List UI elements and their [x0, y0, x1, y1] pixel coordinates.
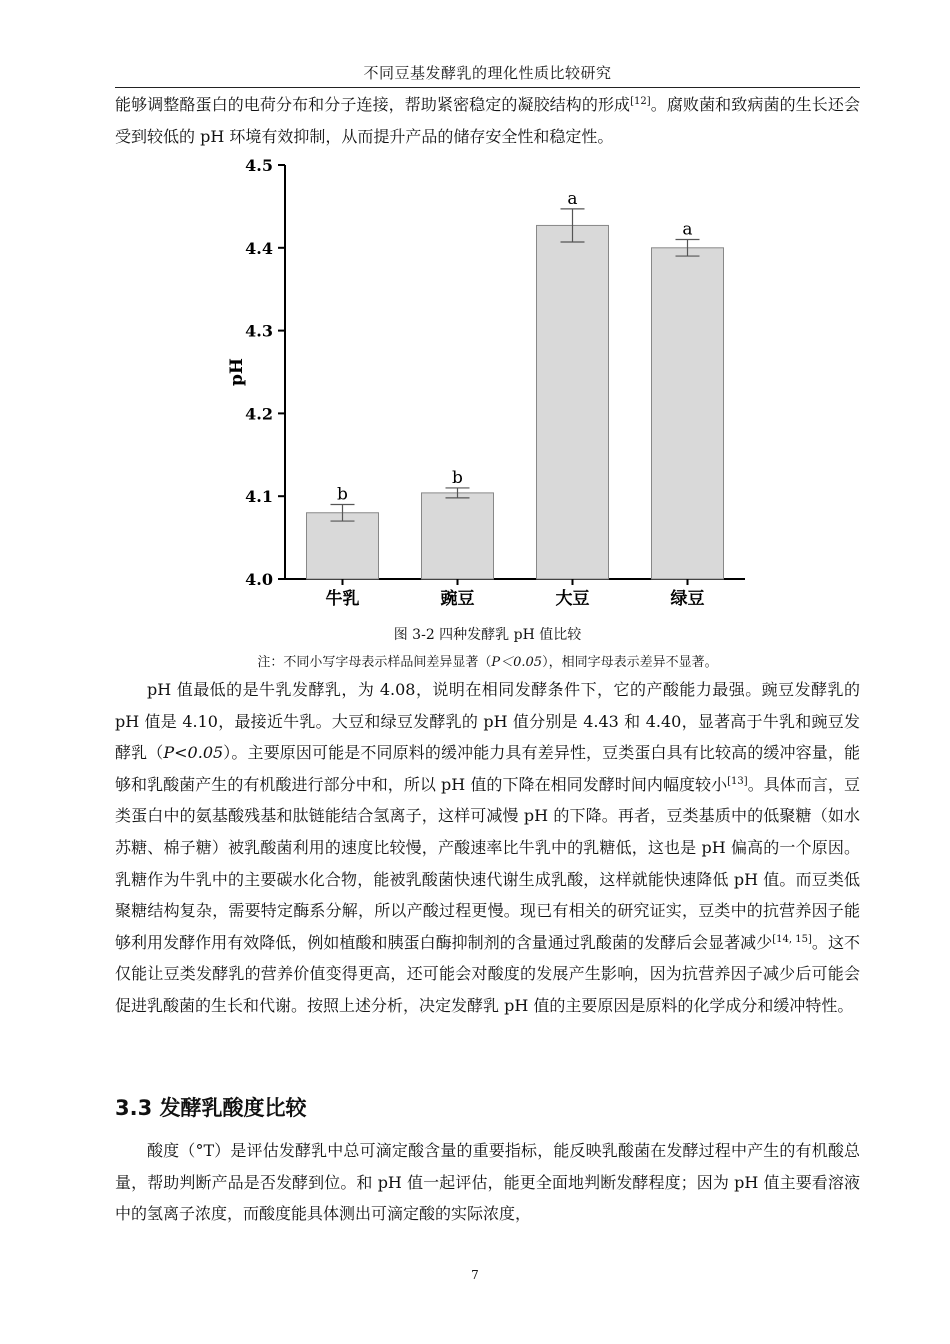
bar: [422, 493, 494, 579]
x-tick-label: 大豆: [555, 589, 590, 609]
significance-letter: a: [567, 188, 578, 209]
bar: [537, 225, 609, 579]
running-header: 不同豆基发酵乳的理化性质比较研究: [363, 64, 612, 82]
citation-12: [12]: [630, 96, 651, 107]
p1-text-b: ）。主要原因可能是不同原料的缓冲能力具有差异性，豆类蛋白具有比较高的缓冲容量，能够和乳酸菌产生的有机酸进行部分中和，所以 pH 值的下降在相同发酵时间内幅度较小: [115, 743, 860, 794]
x-tick-label: 豌豆: [440, 589, 475, 609]
citation-14-15: [14, 15]: [772, 933, 812, 945]
intro-text-1: 能够调整酪蛋白的电荷分布和分子连接，帮助紧密稳定的凝胶结构的形成: [115, 95, 631, 114]
y-tick-label: 4.1: [245, 487, 273, 507]
figure-note: [115, 651, 860, 670]
y-tick-label: 4.4: [245, 238, 273, 258]
figure-note-a: 注：不同小写字母表示样品间差异显著（: [257, 655, 492, 670]
p1-text-c: 。具体而言，豆类蛋白中的氨基酸残基和肽链能结合氢离子，这样可减慢 pH 的下降。再者，豆类基质中的低聚糖（如水苏糖、棉子糖）被乳酸菌利用的速度比较慢，产酸速率比牛乳中的乳糖低，这也是 pH 偏高的一个原因。乳糖作为牛乳中的主要碳水化合物，能被乳酸菌快速代谢生成乳酸，这样就能快速降低 pH 值。而豆类低聚糖结构复杂，需要特定酶系分解，所以产酸过程更慢。现已有相关的研究证实，豆类中的抗营养因子能够利用发酵作用有效降低，例如植酸和胰蛋白酶抑制剂的含量通过乳酸菌的发酵后会显著减少: [115, 774, 860, 952]
bar: [652, 248, 724, 579]
y-tick-label: 4.3: [245, 321, 273, 341]
body-paragraph-2: 酸度（°T）是评估发酵乳中总可滴定酸含量的重要指标，能反映乳酸菌在发酵过程中产生的有机酸总量，帮助判断产品是否发酵到位。和 pH 值一起评估，能更全面地判断发酵程度；因为 pH 值主要看溶液中的氢离子浓度，而酸度能具体测出可滴定酸的实际浓度，: [115, 1141, 860, 1224]
x-tick-label: 牛乳: [325, 589, 360, 609]
header-rule: [115, 87, 860, 88]
body-paragraph-1: [115, 674, 860, 1022]
citation-13: [13]: [727, 775, 748, 787]
figure-note-p: P＜0.05: [491, 655, 543, 670]
figure-note-b: ），相同字母表示差异不显著。: [542, 655, 718, 670]
figure-caption: 图 3-2 四种发酵乳 pH 值比较: [393, 627, 582, 643]
page-number: 7: [471, 1268, 479, 1282]
y-tick-label: 4.5: [245, 156, 273, 175]
significance-letter: b: [337, 484, 348, 505]
section-title: 3.3 发酵乳酸度比较: [115, 1096, 307, 1120]
x-tick-label: 绿豆: [670, 589, 705, 609]
intro-paragraph: [115, 89, 860, 152]
significance-letter: b: [452, 467, 463, 488]
intro-text-2: 。腐败菌和致病菌的生长还会受到较低的 pH 环境有效抑制，从而提升产品的储存安全性和稳定性。: [115, 95, 860, 146]
p1-text-a: pH 值最低的是牛乳发酵乳，为 4.08，说明在相同发酵条件下，它的产酸能力最强。豌豆发酵乳的 pH 值是 4.10，最接近牛乳。大豆和绿豆发酵乳的 pH 值分别是 4.43 和 4.40，显著高于牛乳和豌豆发酵乳（: [115, 680, 860, 763]
y-tick-label: 4.0: [245, 570, 273, 589]
chart-plot-area: [227, 156, 745, 609]
significance-letter: a: [682, 219, 693, 240]
bar: [307, 513, 379, 579]
p1-text-d: 。这不仅能让豆类发酵乳的营养价值变得更高，还可能会对酸度的发展产生影响，因为抗营养因子减少后可能会促进乳酸菌的生长和代谢。按照上述分析，决定发酵乳 pH 值的主要原因是原料的化学成分和缓冲特性。: [115, 932, 860, 1015]
y-tick-label: 4.2: [245, 404, 273, 424]
p1-p-value: P<0.05: [163, 743, 224, 763]
y-axis-label: pH: [227, 358, 247, 386]
